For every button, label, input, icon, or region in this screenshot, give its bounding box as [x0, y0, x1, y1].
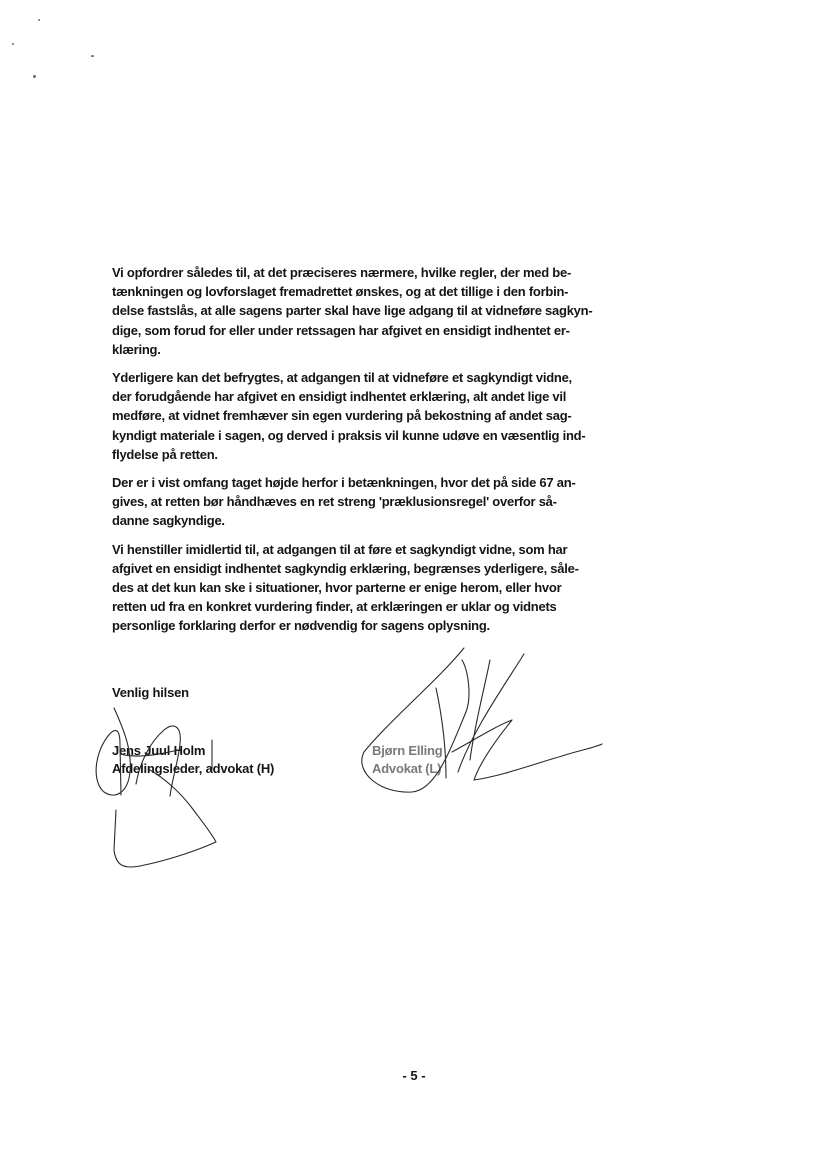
paragraph-1: Vi opfordrer således til, at det præciseres nærmere, hvilke regler, der med be- tænkningen og lovforslaget fremadrettet ønskes, og at det tillige i den forbin- delse fastslås, at alle sagens parter skal have lige adgang til at vidneføre sagkyn- dige, som forud for eller under retssagen har afgivet en ensidigt indhentet er- klæring. — [112, 265, 593, 357]
signer-name-right: Bjørn Elling — [372, 743, 443, 758]
letter-body — [112, 263, 612, 645]
paragraph-4: Vi henstiller imidlertid til, at adgangen til at føre et sagkyndigt vidne, som har afgivet en ensidigt indhentet sagkyndig erklæring, begrænses yderligere, såle- des at det kun kan ske i situationer, hvor parterne er enige herom, eller hvor retten ud fra en konkret vurdering finder, at erklæringen er uklar og vidnets personlige forklaring derfor er nødvendig for sagens oplysning. — [112, 541, 579, 634]
page-number: - 5 - — [402, 1068, 426, 1083]
paragraph-3: Der er i vist omfang taget højde herfor i betænkningen, hvor det på side 67 an- gives, at retten bør håndhæves en ret streng 'præklusionsregel' overfor så- danne sagkyndige. — [112, 475, 576, 529]
closing-salutation: Venlig hilsen — [112, 685, 189, 700]
signer-name-left: Jens Juul Holm — [112, 743, 206, 758]
signer-title-left: Afdelingsleder, advokat (H) — [112, 761, 275, 776]
signer-block-right — [372, 742, 443, 778]
signer-block-left — [112, 742, 274, 778]
scan-speck — [38, 19, 40, 21]
scan-speck — [33, 75, 36, 78]
signature-left — [80, 700, 240, 880]
scan-speck — [12, 43, 14, 45]
signer-title-right: Advokat (L) — [372, 761, 442, 776]
paragraph-2: Yderligere kan det befrygtes, at adgangen til at vidneføre et sagkyndigt vidne, der forudgående har afgivet en ensidigt indhentet erklæring, alt andet lige vil medføre, at vidnet fremhæver sin egen vurdering på bekostning af andet sag- kyndigt materiale i sagen, og derved i praksis vil kunne udøve en væsentlig ind- flydelse på retten. — [112, 370, 586, 462]
scan-speck — [91, 55, 94, 57]
